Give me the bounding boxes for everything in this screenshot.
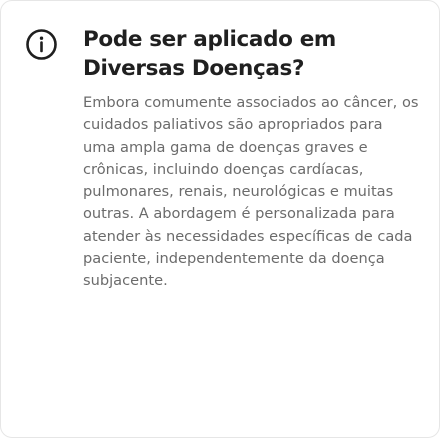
faq-question-title: Pode ser aplicado em Diversas Doenças? bbox=[83, 27, 336, 81]
faq-content bbox=[83, 25, 419, 293]
info-circle-icon bbox=[25, 28, 58, 61]
faq-answer-text: Embora comumente associados ao câncer, os cuidados paliativos são apropriados para uma ampla gama de doenças graves e crônicas, incluindo doenças cardíacas, pulmonares, renais, neurológicas e muitas outras. A abordagem é personalizada para atender às necessidades específicas de cada paciente, independentemente da doença subjacente. bbox=[83, 94, 419, 290]
